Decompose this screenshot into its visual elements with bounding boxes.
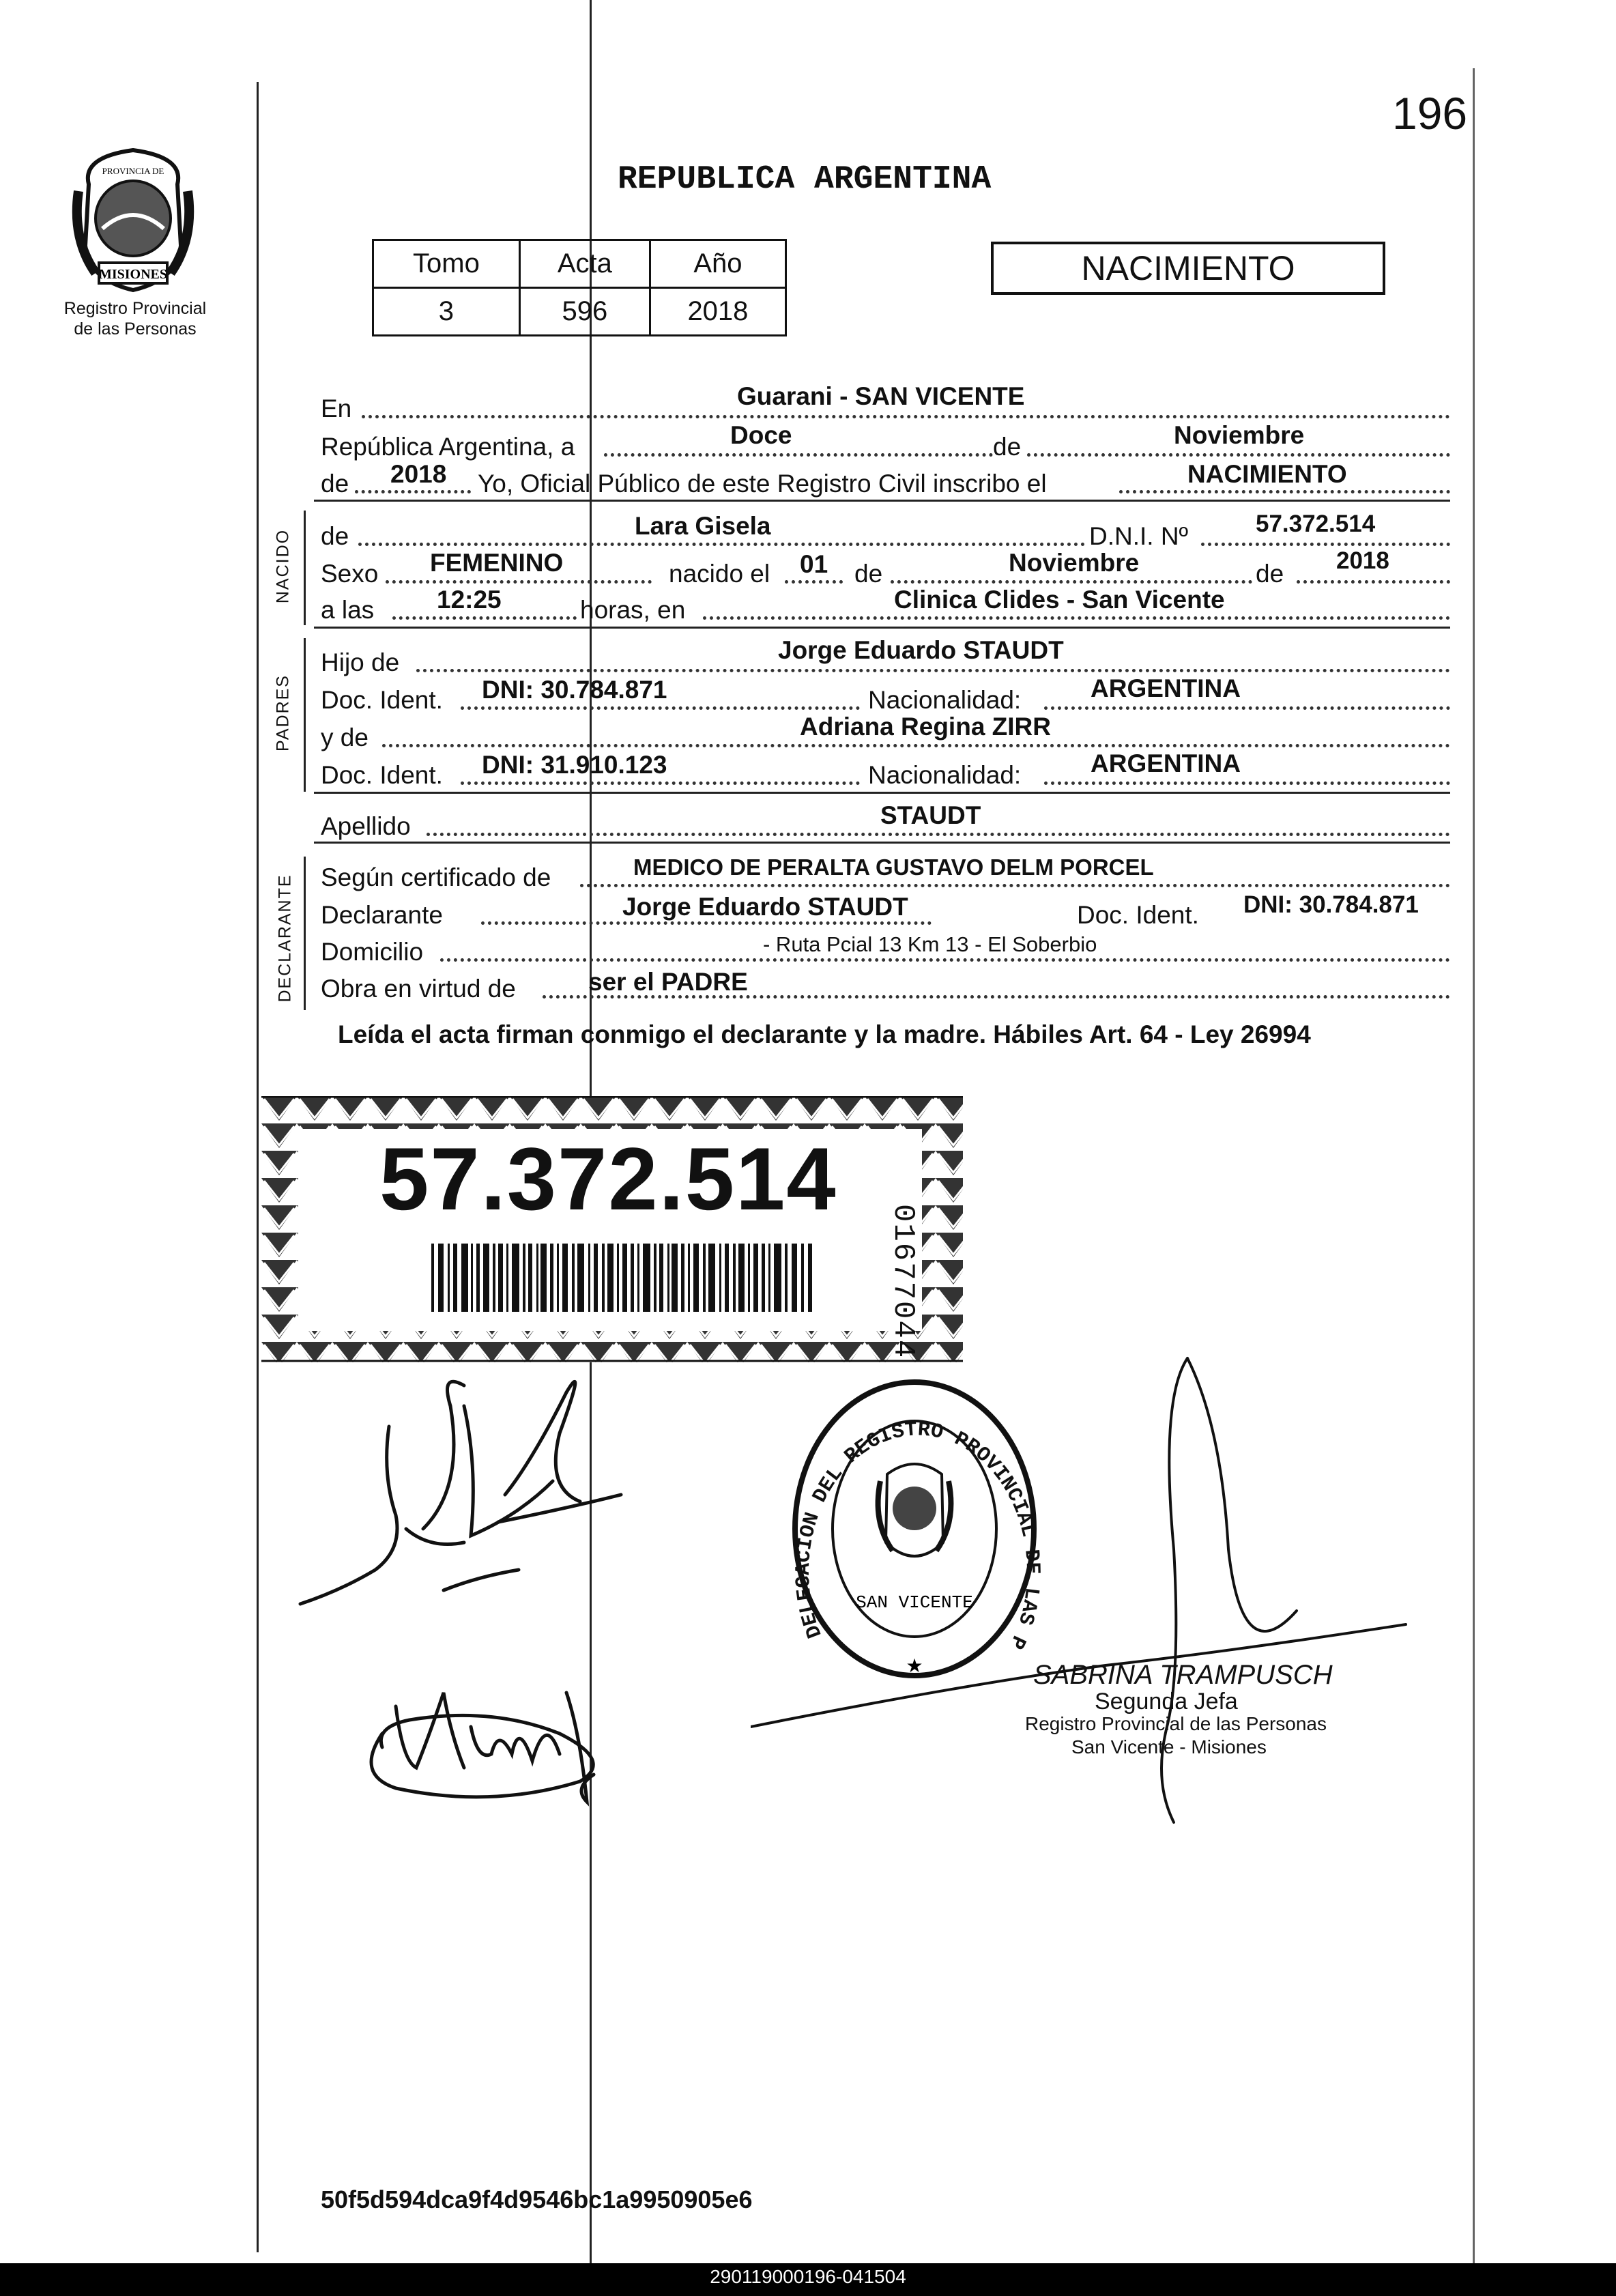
declarante-label: Declarante [321,901,443,929]
sticker-number: 57.372.514 [379,1129,837,1229]
table-value-ano: 2018 [650,288,785,336]
official-name: SABRINA TRAMPUSCH [1033,1660,1333,1690]
sexo-value: FEMENINO [430,549,564,577]
declarante-section-label: DECLARANTE [275,874,295,1003]
horas-label: horas, en [580,596,686,624]
dotted-line [362,415,1450,418]
dni-value: 57.372.514 [1256,511,1376,537]
dotted-line [416,669,1450,672]
dotted-line [580,884,1450,887]
dotted-line [604,453,993,457]
nacionalidad-label: Nacionalidad: [868,686,1022,714]
month-value: Noviembre [1174,421,1305,449]
birth-month-value: Noviembre [1009,549,1140,577]
de-label: de [854,560,883,588]
mother-nationality-value: ARGENTINA [1091,749,1241,777]
table-header-tomo: Tomo [373,240,520,288]
de-label: de [321,522,349,550]
certificado-value: MEDICO DE PERALTA GUSTAVO DELM PORCEL [633,855,1154,880]
apellido-value: STAUDT [880,801,981,829]
nacido-el-label: nacido el [669,560,770,588]
dni-label: D.N.I. Nº [1089,522,1189,550]
closing-note: Leída el acta firman conmigo el declarante y la madre. Hábiles Art. 64 - Ley 26994 [338,1020,1311,1048]
mother-doc-value: DNI: 31.910.123 [482,751,667,779]
section-divider [314,500,1450,502]
dotted-line [440,958,1450,962]
table-header-acta: Acta [519,240,650,288]
country-title: REPUBLICA ARGENTINA [618,161,992,198]
republica-label: República Argentina, a [321,433,575,461]
dotted-line [358,543,1085,546]
obra-value: ser el PADRE [588,968,748,996]
mother-name-value: Adriana Regina ZIRR [800,713,1051,741]
year-value: 2018 [390,460,447,488]
dotted-line [386,580,652,584]
section-bracket [304,638,306,792]
table-value-tomo: 3 [373,288,520,336]
dotted-line [481,921,932,925]
barcode [431,1244,813,1312]
alas-label: a las [321,596,375,624]
declarante-value: Jorge Eduardo STAUDT [622,893,908,921]
section-bracket [304,857,306,1010]
en-label: En [321,394,352,422]
birth-year-value: 2018 [1336,547,1389,574]
padres-section-label: PADRES [273,674,293,751]
dotted-line [891,580,1252,584]
svg-text:PROVINCIA DE: PROVINCIA DE [102,166,164,176]
father-nationality-value: ARGENTINA [1091,674,1241,702]
left-margin-line [257,82,259,2252]
section-bracket [304,511,306,625]
dotted-line [382,744,1450,747]
birth-place-value: Clinica Clides - San Vicente [894,586,1225,614]
table-header-ano: Año [650,240,785,288]
document-hash: 50f5d594dca9f4d9546bc1a9950905e6 [321,2185,753,2213]
registry-name-line1: Registro Provincial [63,299,207,318]
doc-label: Doc. Ident. [321,686,443,714]
de-label: de [1256,560,1284,588]
record-table [372,239,787,336]
doc-label-2: Doc. Ident. [321,761,443,789]
child-name-value: Lara Gisela [635,512,771,540]
dotted-line [1297,580,1450,584]
nacido-section-label: NACIDO [273,528,293,604]
official-signature [751,1345,1419,1850]
mother-signature [355,1652,628,1809]
obra-label: Obra en virtud de [321,975,516,1003]
de-label-2: de [321,470,349,498]
birth-day-value: 01 [800,550,828,578]
official-title: Segunda Jefa [1095,1689,1238,1714]
father-name-value: Jorge Eduardo STAUDT [778,636,1064,664]
official-location: San Vicente - Misiones [1071,1736,1267,1757]
record-type-box: NACIMIENTO [991,242,1385,295]
certificado-label: Según certificado de [321,863,551,891]
section-divider [314,792,1450,794]
dotted-line [1119,490,1450,493]
sexo-label: Sexo [321,560,379,588]
doc-label: Doc. Ident. [1077,901,1199,929]
apellido-label: Apellido [321,812,411,840]
dotted-line [427,833,1450,836]
province-logo [68,143,198,297]
yo-text: Yo, Oficial Público de este Registro Civil inscribo el [478,470,1047,498]
dotted-line [461,781,860,785]
page-number: 196 [1392,88,1468,139]
domicilio-label: Domicilio [321,938,424,966]
hijo-label: Hijo de [321,648,400,676]
inscribed-value: NACIMIENTO [1187,460,1347,488]
table-value-acta: 596 [519,288,650,336]
stamp-inner-text: SAN VICENTE [856,1592,973,1613]
dotted-line [785,580,843,584]
place-value: Guarani - SAN VICENTE [737,382,1025,410]
day-word-value: Doce [730,421,792,449]
nacionalidad-label-2: Nacionalidad: [868,761,1022,789]
dotted-line [392,616,577,620]
section-divider [314,627,1450,629]
section-divider [314,842,1450,844]
dotted-line [461,706,860,710]
dotted-line [355,490,471,493]
time-value: 12:25 [437,586,502,614]
declarante-doc-value: DNI: 30.784.871 [1243,891,1419,918]
footer-code: 290119000196-041504 [710,2266,906,2287]
domicilio-value: - Ruta Pcial 13 Km 13 - El Soberbio [763,932,1097,956]
de-label: de [993,433,1022,461]
father-doc-value: DNI: 30.784.871 [482,676,667,704]
sticker-serial: 01677044 [886,1204,920,1360]
declarant-signature [293,1365,676,1624]
svg-text:★: ★ [906,1655,923,1676]
dotted-line [1027,453,1450,457]
right-margin-line [1473,68,1475,2266]
dotted-line [1044,781,1450,785]
dotted-line [1201,543,1450,546]
registry-name-line2: de las Personas [74,319,197,339]
stamp-ring-text: DELEGACION DEL REGISTRO PROVINCIAL DE LAS P [792,1418,1044,1653]
svg-text:MISIONES: MISIONES [98,267,168,282]
yde-label: y de [321,723,369,751]
dotted-line [703,616,1450,620]
official-office: Registro Provincial de las Personas [1025,1713,1327,1734]
dotted-line [1044,706,1450,710]
